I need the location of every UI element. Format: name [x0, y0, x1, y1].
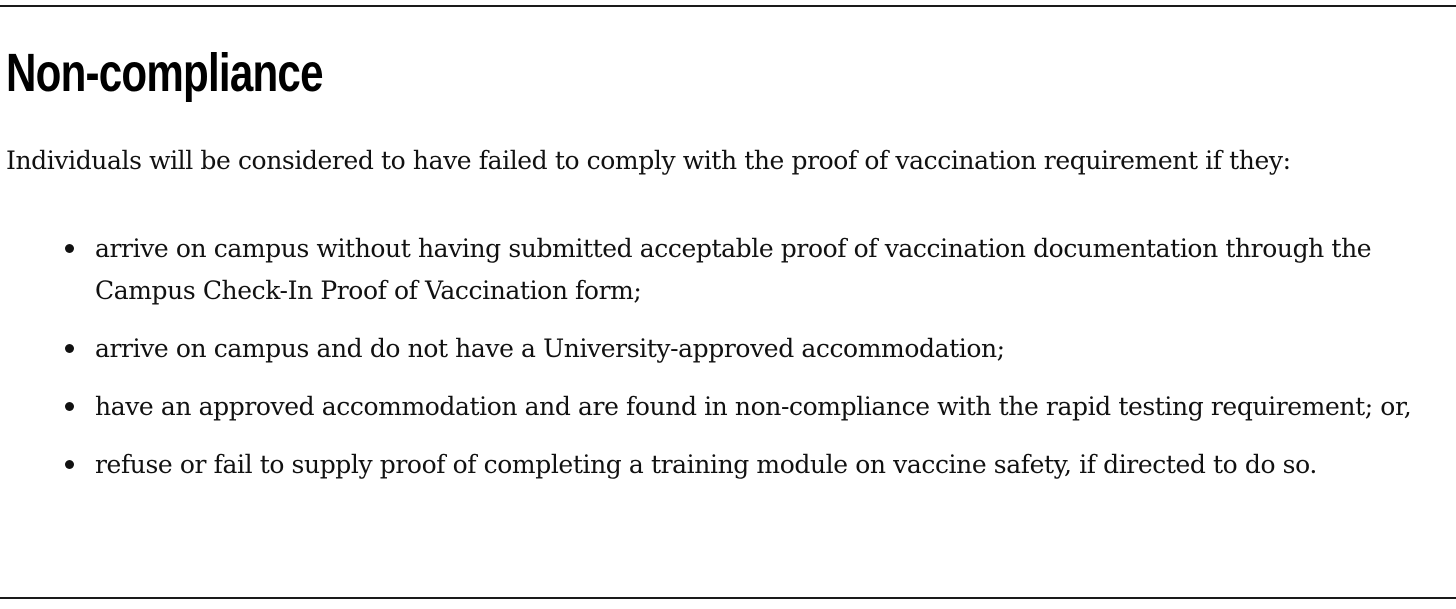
- list-item-text: have an approved accommodation and are found in non-compliance with the rapid testing requirement; or,: [95, 392, 1412, 421]
- bullet-icon: [65, 344, 74, 353]
- bottom-divider: [0, 597, 1456, 599]
- non-compliance-list: [0, 228, 1456, 502]
- bullet-icon: [65, 460, 74, 469]
- list-item-text: refuse or fail to supply proof of completing a training module on vaccine safety, if directed to do so.: [95, 450, 1317, 479]
- list-item: [0, 444, 1456, 486]
- list-item: [0, 328, 1456, 370]
- bullet-icon: [65, 402, 74, 411]
- list-item: [0, 228, 1456, 312]
- top-divider: [0, 5, 1456, 7]
- bullet-icon: [65, 244, 74, 253]
- list-item: [0, 386, 1456, 428]
- intro-paragraph: Individuals will be considered to have failed to comply with the proof of vaccination requirement if they:: [6, 146, 1291, 175]
- section-heading: Non-compliance: [6, 43, 323, 103]
- list-item-text: arrive on campus and do not have a University-approved accommodation;: [95, 334, 1005, 363]
- list-item-text: arrive on campus without having submitted acceptable proof of vaccination documentation through the Campus Check-In Proof of Vaccination form;: [95, 234, 1372, 305]
